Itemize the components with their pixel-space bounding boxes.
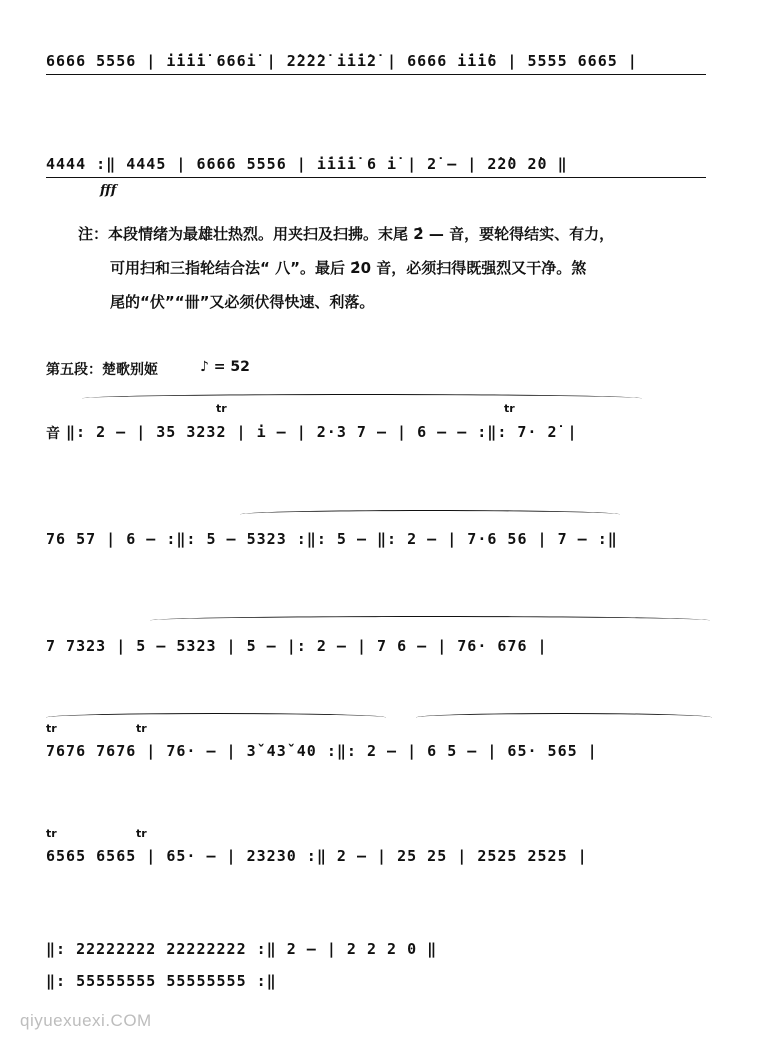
phrase-slur-5 (416, 713, 712, 722)
underline-1 (46, 74, 706, 75)
staff-line-1: ‖: 2 — | 35 3232 | i — | 2·3 7 — | 6 — — :‖: 7· 2̇ | (66, 423, 578, 441)
tempo-mark: ♪ = 52 (200, 359, 250, 375)
staff-line-6-upper: ‖: 22222222 22222222 :‖ 2 — | 2 2 2 0 ‖ (46, 940, 438, 958)
section-title: 第五段：楚歌别姬 (46, 362, 158, 378)
trill-mark-4: tr (136, 722, 147, 735)
trill-mark-2: tr (504, 402, 515, 415)
phrase-slur-4 (46, 713, 386, 722)
dynamic-mark: fff (100, 183, 117, 198)
staff-line-5: 6565 6565 | 65· — | 23230 :‖ 2 — | 25 25 | 2525 2525 | (46, 847, 588, 865)
trill-mark-3: tr (46, 722, 57, 735)
note-line-2: 可用扫和三指轮结合法“ 八”。最后 2̇0 音，必须扫得既强烈又干净。煞 (110, 259, 587, 277)
phrase-slur (82, 394, 642, 403)
trill-mark-5: tr (46, 827, 57, 840)
staff-line-4: 7676 7676 | 76· — | 3ˇ43ˇ40 :‖: 2 — | 6 5 — | 65· 565 | (46, 742, 598, 760)
score-line-2: 4444 :‖ 4445 | 6666 5556 | i̇i̇i̇i̇ 6 i̇ | 2̇ — | 2̇2̇0 2̇0 ‖ (46, 155, 568, 173)
phrase-slur-2 (240, 510, 620, 519)
underline-2 (46, 177, 706, 178)
instrument-label: 音 (46, 426, 60, 442)
note-line-3: 尾的“伏”“卌”又必须伏得快速、利落。 (110, 293, 375, 311)
note-line-1: 注：本段情绪为最雄壮热烈。用夹扫及扫拂。末尾 2̇ — 音，要轮得结实、有力， (78, 225, 615, 243)
staff-line-6-lower: ‖: 55555555 55555555 :‖ (46, 972, 277, 990)
phrase-slur-3 (150, 616, 710, 625)
watermark: qiyuexuexi.COM (20, 1011, 152, 1030)
trill-mark-6: tr (136, 827, 147, 840)
trill-mark-1: tr (216, 402, 227, 415)
staff-line-3: 7 7323 | 5 — 5323 | 5 — |: 2 — | 7 6 — | 76· 676 | (46, 637, 548, 655)
score-line-1: 6666 5556 | i̇i̇i̇i̇ 666i̇ | 2̇2̇2̇2̇ i̇i̇i̇2̇ | 6666 i̇i̇i̇6 | 5555 6665 | (46, 52, 638, 70)
staff-line-2: 76 57 | 6 — :‖: 5 — 5323 :‖: 5 — ‖: 2 — | 7·6 56 | 7 — :‖ (46, 530, 618, 548)
